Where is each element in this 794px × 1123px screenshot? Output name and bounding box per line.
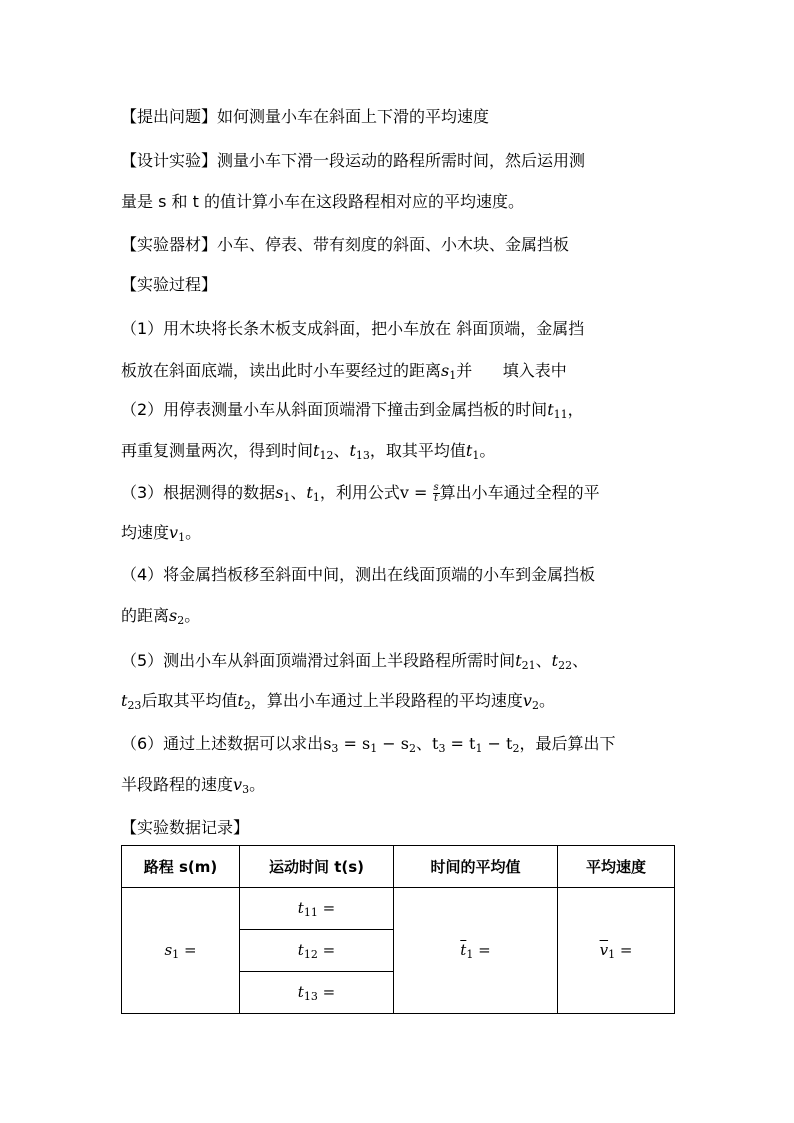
math-v2: $v_2$ [522,691,539,712]
design-line-1: 【设计实验】测量小车下滑一段运动的路程所需时间，然后运用测 [121,151,586,170]
step6-line-1 [121,733,615,760]
equipment-line: 【实验器材】小车、停表、带有刻度的斜面、小木块、金属挡板 [121,235,570,254]
cell-t1-avg: $\overline{t}_1$ = [394,888,558,1014]
math-t13: $t_{13}$ [349,441,370,462]
step5-text-2: 后取其平均值 [141,691,238,710]
process-heading: 【实验过程】 [121,275,218,294]
step5-text-3: ，算出小车通过上半段路程的平均速度 [250,691,523,710]
step3-line-2: 均速度$v_1$。 [121,523,202,544]
math-t22: $t_{22}$ [551,651,573,672]
record-heading: 【实验数据记录】 [121,818,250,837]
fraction-s-over-t: $\frac{s}{t}$ [433,482,439,504]
step2-line-2: 再重复测量两次，得到时间$t_{12}$、$t_{13}$，取其平均值$t_1$。 [121,441,496,462]
math-v3: $v_3$ [233,775,250,796]
cell-t12: $t_{12}$ = [240,930,394,972]
step6-line-2: 半段路程的速度$v_3$。 [121,775,266,796]
step4-line-1: （4）将金属挡板移至斜面中间，测出在线面顶端的小车到金属挡板 [121,565,596,584]
step3-text-2: ，利用公式 [319,483,400,502]
step1-text: 板放在斜面底端，读出此时小车要经过的距离 [121,361,442,380]
math-t1: $t_1$ [465,441,480,462]
question-line: 【提出问题】如何测量小车在斜面上下滑的平均速度 [121,107,490,126]
step4-text: 的距离 [121,606,170,625]
cell-t13: $t_{13}$ = [240,972,394,1014]
math-t23: $t_{23}$ [121,691,142,712]
step4-line-2: 的距离$s_2$。 [121,606,201,627]
header-avg-time: 时间的平均值 [394,846,558,888]
table-header-row [122,846,675,888]
cell-v1-avg: $\overline{v}_1$ = [558,888,675,1014]
math-formula: v = $\frac{s}{t}$ [399,482,439,504]
design-line-2: 量是 s 和 t 的值计算小车在这段路程相对应的平均速度。 [121,192,524,211]
header-avg-speed: 平均速度 [558,846,675,888]
math-s1: $s_1$ [441,361,457,382]
math-s1-b: $s_1$ [275,483,291,504]
step1-text-3: 填入表中 [502,361,567,380]
step1-text-2: 并 [456,361,473,380]
math-t2: $t_2$ [237,691,251,712]
cell-t11: $t_{11}$ = [240,888,394,930]
step1-line-2 [121,360,567,387]
step3-text-4: 均速度 [121,523,170,542]
math-t12: $t_{12}$ [313,441,334,462]
step2-text-3: ，取其平均值 [369,441,466,460]
table-row [122,888,675,930]
header-time: 运动时间 t(s) [240,846,394,888]
step2-text-2: 再重复测量两次，得到时间 [121,441,314,460]
math-s2: $s_2$ [169,606,185,627]
step3-text: （3）根据测得的数据 [121,483,276,502]
data-table [121,845,675,1014]
math-v1: $v_1$ [169,523,186,544]
step6-text-3: 半段路程的速度 [121,775,234,794]
step5-line-1: （5）测出小车从斜面顶端滑过斜面上半段路程所需时间$t_{21}$、$t_{22}$、 [121,651,589,672]
math-t1-b: $t_1$ [306,483,320,504]
step2-text: （2）用停表测量小车从斜面顶端滑下撞击到金属挡板的时间 [121,400,548,419]
step3-text-3: 算出小车通过全程的平 [439,483,600,502]
math-s3-t3: $s_3 = s_1 - s_2$、$t_3 = t_1 - t_2$ [323,734,520,755]
step5-text: （5）测出小车从斜面顶端滑过斜面上半段路程所需时间 [121,651,516,670]
step3-line-1: （3）根据测得的数据$s_1$、$t_1$，利用公式v = $\frac{s}{t}$ 算出小车通过全程的平 [121,482,600,504]
step6-text-2: ，最后算出下 [519,734,616,753]
step6-text: （6）通过上述数据可以求出 [121,734,324,753]
step1-line-1: （1）用木块将长条木板支成斜面，把小车放在 斜面顶端，金属挡 [121,319,585,338]
step5-line-2: $t_{23}$后取其平均值$t_2$，算出小车通过上半段路程的平均速度$v_2$。 [121,691,555,712]
header-distance: 路程 s(m) [122,846,240,888]
step2-line-1: （2）用停表测量小车从斜面顶端滑下撞击到金属挡板的时间$t_{11}$， [121,400,584,421]
math-t21: $t_{21}$ [515,651,536,672]
math-t11: $t_{11}$ [547,400,568,421]
cell-s1: $s_1$ = [122,888,240,1014]
